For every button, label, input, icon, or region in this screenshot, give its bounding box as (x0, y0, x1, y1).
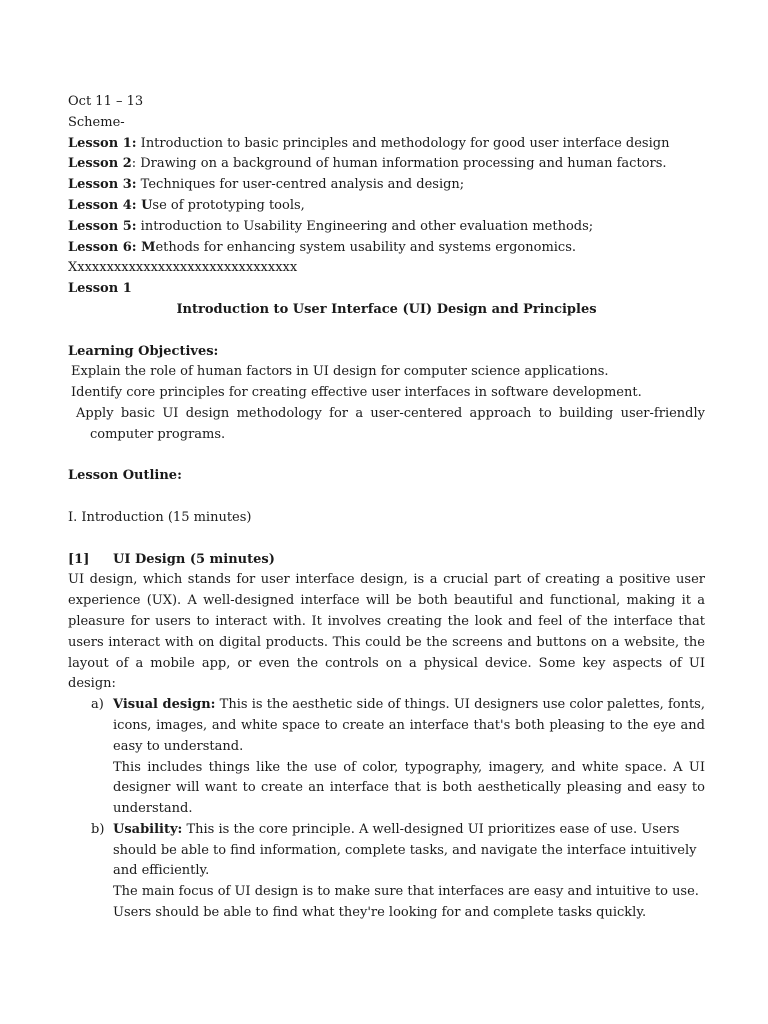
scheme-lesson (68, 134, 705, 155)
objective-item: Apply basic UI design methodology for a user-centered approach to building user-friendly computer programs. (76, 405, 705, 442)
scheme-lesson-label: Lesson 6: M (68, 239, 156, 255)
document-content (68, 92, 705, 924)
scheme-lesson (68, 175, 705, 196)
separator-line: Xxxxxxxxxxxxxxxxxxxxxxxxxxxxxxx (68, 260, 298, 276)
scheme-lesson-text: ethods for enhancing system usability and systems ergonomics. (155, 239, 577, 255)
section-paragraph: UI design, which stands for user interface design, is a crucial part of creating a positive user experience (UX). A well-designed interface will be both beautiful and functional, making it a pleasure for users to interact with. It involves creating the look and feel of the interface that users interact with on digital products. This could be the screens and buttons on a website, the layout of a mobile app, or even the controls on a physical device. Some key aspects of UI design: (68, 572, 705, 692)
objective-item: Identify core principles for creating effective user interfaces in software development. (71, 385, 642, 401)
list-item-extra: This includes things like the use of color, typography, imagery, and white space. A UI designer will want to create an interface that is both aesthetically pleasing and easy to understand. (113, 759, 705, 817)
scheme-lesson-label: Lesson 3: (68, 177, 137, 193)
section-title: UI Design (5 minutes) (113, 551, 275, 567)
list-item-extra: The main focus of UI design is to make sure that interfaces are easy and intuitive to use. Users should be able to find what they're looking for and complete tasks quickly. (113, 884, 699, 921)
outline-intro: I. Introduction (15 minutes) (68, 509, 252, 525)
scheme-lesson (68, 196, 705, 217)
list-item-text (113, 820, 705, 882)
list-item-term: Visual design: (113, 697, 216, 713)
list-item (68, 820, 705, 924)
scheme-label: Scheme- (68, 114, 125, 130)
scheme-lesson (68, 154, 705, 175)
scheme-lesson-label: Lesson 2 (68, 156, 132, 172)
scheme-lesson-list (68, 134, 705, 259)
scheme-lesson-text: : Drawing on a background of human information processing and human factors. (131, 156, 667, 172)
scheme-lesson-text: introduction to Usability Engineering and other evaluation methods; (136, 218, 594, 234)
scheme-lesson (68, 238, 705, 259)
scheme-lesson-text: Techniques for user-centred analysis and design; (136, 177, 465, 193)
date-line: Oct 11 – 13 (68, 94, 144, 109)
scheme-lesson-label: Lesson 5: (68, 218, 137, 234)
scheme-lesson-label: Lesson 1: (68, 135, 137, 151)
list-item (68, 695, 705, 820)
list-marker: a) (91, 697, 104, 713)
list-item-description: This is the aesthetic side of things. UI designers use color palettes, fonts, icons, images, and white space to create an interface that's both pleasing to the eye and easy to understand. (113, 697, 705, 754)
list-marker: b) (91, 821, 105, 837)
scheme-lesson-text: se of prototyping tools, (152, 197, 305, 213)
outline-heading: Lesson Outline: (68, 468, 182, 484)
list-item-description: This is the core principle. A well-designed UI prioritizes ease of use. Users should be able to find information, complete tasks, and navigate the interface intuitively and efficiently. (113, 821, 697, 879)
section-heading (68, 550, 705, 571)
list-item-term: Usability: (113, 821, 183, 837)
objectives-heading: Learning Objectives: (68, 343, 219, 359)
section-number: [1] (68, 551, 90, 567)
list-item-text (113, 695, 705, 757)
scheme-lesson-text: Introduction to basic principles and methodology for good user interface design (136, 135, 670, 151)
scheme-lesson (68, 217, 705, 238)
lesson-title: Introduction to User Interface (UI) Design and Principles (176, 301, 597, 317)
lesson-heading: Lesson 1 (68, 281, 132, 297)
objective-item: Explain the role of human factors in UI design for computer science applications. (71, 364, 609, 380)
scheme-lesson-label: Lesson 4: U (68, 197, 153, 213)
